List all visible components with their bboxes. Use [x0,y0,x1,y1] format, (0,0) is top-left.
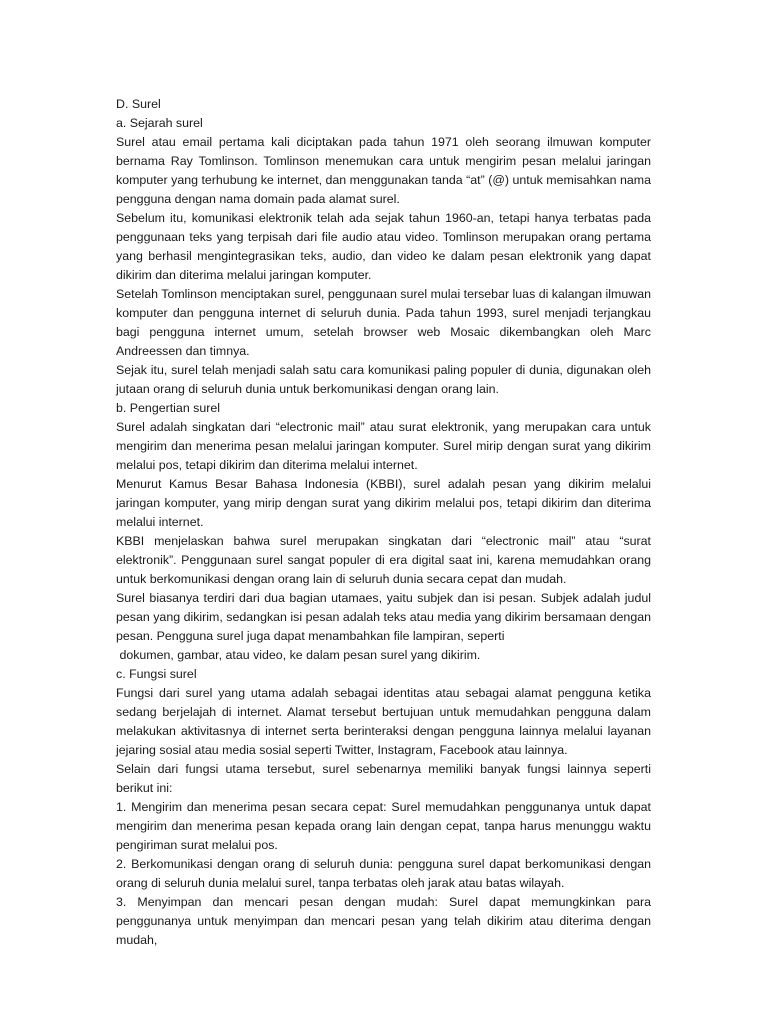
subsection-title-a: a. Sejarah surel [116,116,203,130]
list-item-3: 3. Menyimpan dan mencari pesan dengan mudah: Surel dapat memungkinkan para penggunanya untuk menyimpan dan mencari pesan yang telah dikirim atau diterima dengan mudah, [116,895,651,947]
paragraph-c1: Fungsi dari surel yang utama adalah sebagai identitas atau sebagai alamat pengguna ketika sedang berjelajah di internet. Alamat tersebut bertujuan untuk memudahkan pengguna dalam melakukan aktivitasnya di internet serta berinteraksi dengan pengguna lainnya melalui layanan jejaring sosial atau media sosial seperti Twitter, Instagram, Facebook atau lainnya. [116,686,651,757]
paragraph-a4: Sejak itu, surel telah menjadi salah satu cara komunikasi paling populer di dunia, digunakan oleh jutaan orang di seluruh dunia untuk berkomunikasi dengan orang lain. [116,363,651,396]
paragraph-a1: Surel atau email pertama kali diciptakan pada tahun 1971 oleh seorang ilmuwan komputer bernama Ray Tomlinson. Tomlinson menemukan cara untuk mengirim pesan melalui jaringan komputer yang terhubung ke internet, dan menggunakan tanda “at” (@) untuk memisahkan nama pengguna dengan nama domain pada alamat surel. [116,135,651,206]
list-item-2: 2. Berkomunikasi dengan orang di seluruh dunia: pengguna surel dapat berkomunikasi dengan orang di seluruh dunia melalui surel, tanpa terbatas oleh jarak atau batas wilayah. [116,857,651,890]
paragraph-a2: Sebelum itu, komunikasi elektronik telah ada sejak tahun 1960-an, tetapi hanya terbatas pada penggunaan teks yang terpisah dari file audio atau video. Tomlinson merupakan orang pertama yang berhasil mengintegrasikan teks, audio, dan video ke dalam pesan elektronik yang dapat dikirim dan diterima melalui jaringan komputer. [116,211,651,282]
list-item-1: 1. Mengirim dan menerima pesan secara cepat: Surel memudahkan penggunanya untuk dapat mengirim dan menerima pesan kepada orang lain dengan cepat, tanpa harus menunggu waktu pengiriman surat melalui pos. [116,800,651,852]
subsection-title-c: c. Fungsi surel [116,667,197,681]
paragraph-b4: Surel biasanya terdiri dari dua bagian utamaes, yaitu subjek dan isi pesan. Subjek adalah judul pesan yang dikirim, sedangkan isi pesan adalah teks atau media yang dikirim bersamaan dengan pesan. Pengguna surel juga dapat menambahkan file lampiran, seperti [116,591,651,643]
paragraph-b3: KBBI menjelaskan bahwa surel merupakan singkatan dari “electronic mail” atau “surat elektronik”. Penggunaan surel sangat populer di era digital saat ini, karena memudahkan orang untuk berkomunikasi dengan orang lain di seluruh dunia secara cepat dan mudah. [116,534,651,586]
paragraph-a3: Setelah Tomlinson menciptakan surel, penggunaan surel mulai tersebar luas di kalangan ilmuwan komputer dan pengguna internet di seluruh dunia. Pada tahun 1993, surel menjadi terjangkau bagi pengguna internet umum, setelah browser web Mosaic dikembangkan oleh Marc Andreessen dan timnya. [116,287,651,358]
paragraph-b2: Menurut Kamus Besar Bahasa Indonesia (KBBI), surel adalah pesan yang dikirim melalui jaringan komputer, yang mirip dengan surat yang dikirim melalui pos, tetapi dikirim dan diterima melalui internet. [116,477,651,529]
document-page [116,95,651,950]
section-title: D. Surel [116,97,161,111]
paragraph-b1: Surel adalah singkatan dari “electronic mail” atau surat elektronik, yang merupakan cara untuk mengirim dan menerima pesan melalui jaringan komputer. Surel mirip dengan surat yang dikirim melalui pos, tetapi dikirim dan diterima melalui internet. [116,420,651,472]
paragraph-c2: Selain dari fungsi utama tersebut, surel sebenarnya memiliki banyak fungsi lainnya seperti berikut ini: [116,762,651,795]
paragraph-b5: dokumen, gambar, atau video, ke dalam pesan surel yang dikirim. [116,648,481,662]
subsection-title-b: b. Pengertian surel [116,401,221,415]
